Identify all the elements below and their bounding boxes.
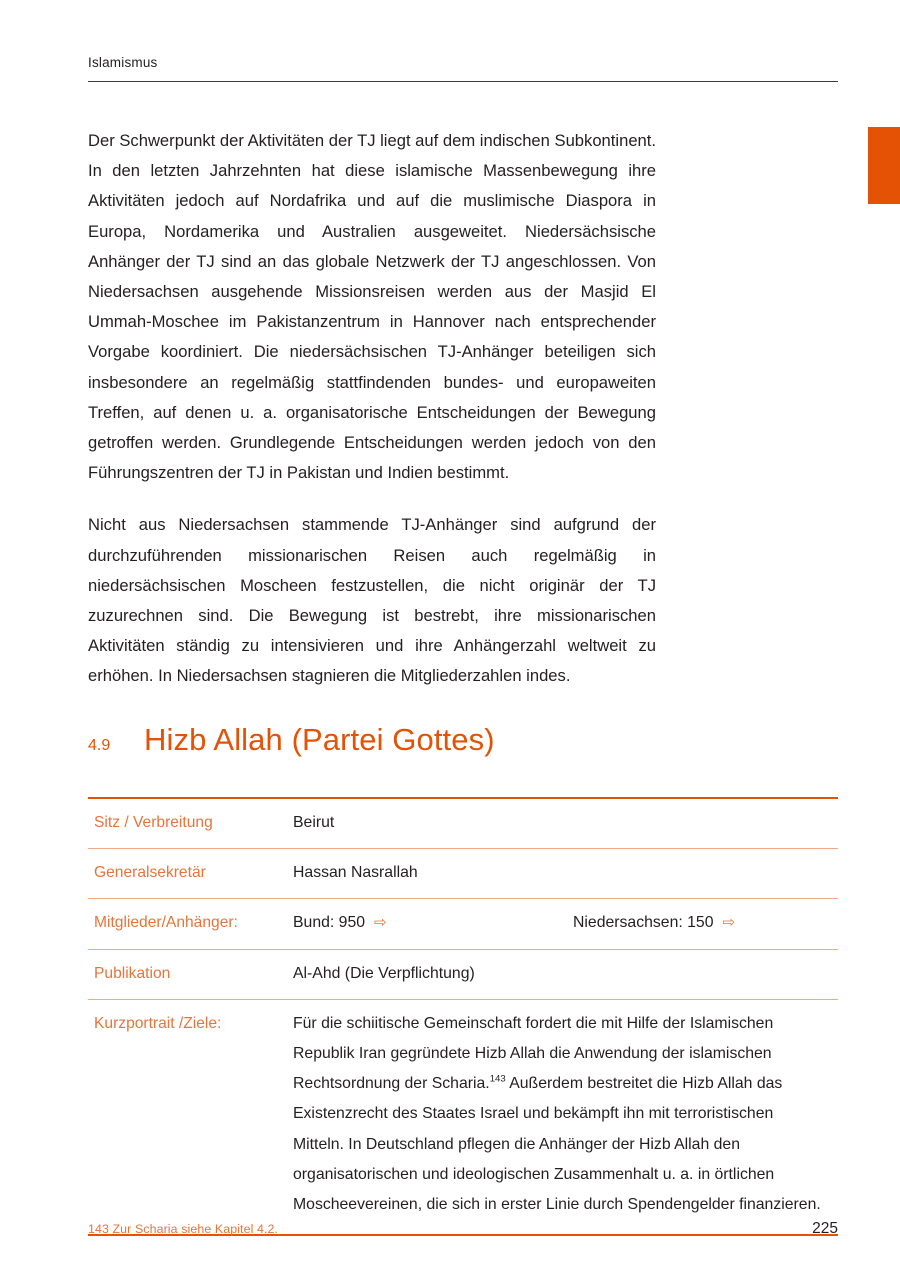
section-title: Hizb Allah (Partei Gottes): [144, 722, 495, 757]
table-row: [88, 999, 838, 1234]
row-label-generalsekretaer: Generalsekretär: [94, 864, 206, 882]
table-row: [88, 799, 838, 848]
row-value-mitglieder-anhaenger: [293, 899, 838, 948]
header-rule: [88, 81, 838, 82]
membership-bund-value: Bund: 950: [293, 914, 366, 932]
row-label-publikation: Publikation: [94, 964, 171, 982]
body-text-column: [88, 126, 656, 692]
section-number: 4.9: [88, 737, 111, 754]
row-label-mitglieder-anhaenger: Mitglieder/Anhänger:: [94, 914, 238, 932]
table-row: [88, 848, 838, 898]
footnote-marker: 143: [489, 1073, 506, 1085]
body-paragraph: Nicht aus Niedersachsen stammende TJ-Anhänger sind aufgrund der durchzuführenden missionarischen Reisen auch regelmäßig in niedersächsischen Moscheen festzustellen, die nicht originär der TJ zuzurechnen sind. Die Bewegung ist bestrebt, ihre missionarischen Aktivitäten ständig zu intensivieren und ihre Anhängerzahl weltweit zu erhöhen. In Niedersachsen stagnieren die Mitgliederzahlen indes.: [88, 515, 656, 686]
table-row: [88, 898, 838, 948]
running-head: Islamismus: [88, 55, 158, 70]
membership-niedersachsen-value: Niedersachsen: 150: [573, 914, 714, 932]
right-arrow-icon: ⇨: [722, 914, 736, 932]
section-heading: [88, 722, 838, 758]
page-number: 225: [812, 1220, 838, 1237]
membership-niedersachsen: [573, 908, 735, 938]
row-value-kurzportrait-ziele: [293, 1000, 838, 1234]
kurzportrait-text-part1: Für die schiitische Gemeinschaft fordert die mit Hilfe der Islamischen Republik Iran gegründete Hizb Allah die Anwendung der islamischen Rechtsordnung der Scharia.: [293, 1014, 774, 1093]
row-value-generalsekretaer: Hassan Nasrallah: [293, 864, 418, 882]
row-label-sitz-verbreitung: Sitz / Verbreitung: [94, 814, 213, 831]
organisation-info-table: [88, 797, 838, 1236]
kurzportrait-text-part2: Außerdem bestreitet die Hizb Allah das Existenzrecht des Staates Israel und bekämpft ihn mit terroristischen Mitteln. In Deutschland pflegen die Anhänger der Hizb Allah den organisatorischen und ideologischen Zusammenhalt u. a. in örtlichen Moscheevereinen, die sich in erster Linie durch Spendengelder finanzieren.: [293, 1075, 821, 1214]
membership-figures: [293, 908, 828, 938]
right-arrow-icon: ⇨: [374, 914, 387, 932]
chapter-thumb-tab: [868, 127, 900, 204]
row-label-kurzportrait-ziele: Kurzportrait /Ziele:: [94, 1014, 222, 1032]
footnote-text: 143 Zur Scharia siehe Kapitel 4.2.: [88, 1222, 279, 1236]
body-paragraph: Der Schwerpunkt der Aktivitäten der TJ liegt auf dem indischen Subkontinent. In den letzten Jahrzehnten hat diese islamische Massenbewegung ihre Aktivitäten jedoch auf Nordafrika und auf die muslimische Diaspora in Europa, Nordamerika und Australien ausgeweitet. Niedersächsische Anhänger der TJ sind an das globale Netzwerk der TJ angeschlossen. Von Niedersachsen ausgehende Missionsreisen werden aus der Masjid El Ummah-Moschee im Pakistanzentrum in Hannover nach entsprechender Vorgabe koordiniert. Die niedersächsischen TJ-Anhänger beteiligen sich insbesondere an regelmäßig stattfindenden bundes- und europaweiten Treffen, auf denen u. a. organisatorische Entscheidungen der Bewegung getroffen werden. Grundlegende Entscheidungen werden jedoch von den Führungszentren der TJ in Pakistan und Indien bestimmt.: [88, 131, 656, 483]
row-value-publikation: Al-Ahd (Die Verpflichtung): [293, 964, 475, 982]
row-value-sitz-verbreitung: Beirut: [293, 814, 335, 831]
table-row: [88, 949, 838, 999]
membership-bund: [293, 908, 573, 938]
